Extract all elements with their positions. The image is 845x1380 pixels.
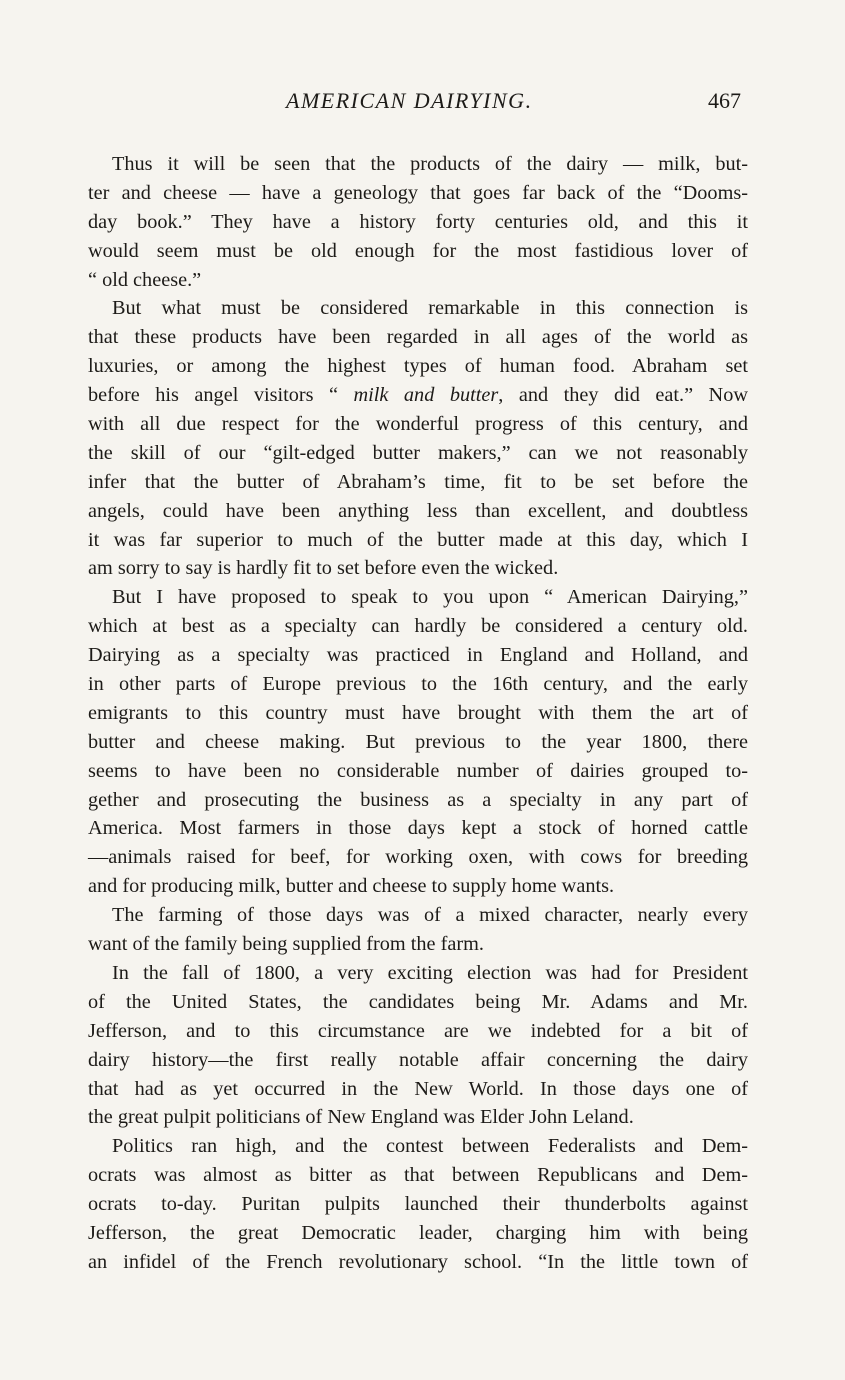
text-line: Dairying as a specialty was practiced in England and Holland, and [88, 644, 748, 667]
text-line: of the United States, the candidates being Mr. Adams and Mr. [88, 990, 748, 1013]
text-line: But I have proposed to speak to you upon “ American Dairying,” [112, 586, 748, 609]
text-line: gether and prosecuting the business as a specialty in any part of [88, 788, 748, 811]
text-line: The farming of those days was of a mixed character, nearly every [112, 904, 748, 927]
emphasized-phrase: milk and butter [353, 384, 499, 407]
text-line: am sorry to say is hardly fit to set before even the wicked. [88, 557, 559, 580]
text-line: Politics ran high, and the contest between Federalists and Dem- [112, 1135, 748, 1158]
text-line: “ old cheese.” [88, 268, 202, 291]
text-line: seems to have been no considerable number of dairies grouped to- [88, 759, 748, 782]
text-line: day book.” They have a history forty centuries old, and this it [88, 210, 748, 233]
text-line: luxuries, or among the highest types of human food. Abraham set [88, 355, 748, 378]
text-line: America. Most farmers in those days kept a stock of horned cattle [88, 817, 748, 840]
text-line: want of the family being supplied from the farm. [88, 933, 484, 956]
text-line: ocrats was almost as bitter as that between Republicans and Dem- [88, 1164, 748, 1187]
text-line: would seem must be old enough for the most fastidious lover of [88, 239, 748, 262]
text-line: Thus it will be seen that the products of the dairy — milk, but- [112, 153, 748, 175]
text-line: But what must be considered remarkable in this connection is [112, 297, 748, 320]
text-line: Jefferson, the great Democratic leader, charging him with being [88, 1221, 748, 1244]
text-line: butter and cheese making. But previous to the year 1800, there [88, 730, 748, 753]
paragraph [88, 959, 748, 1132]
text-line: emigrants to this country must have brought with them the art of [88, 701, 748, 724]
paragraph [88, 583, 748, 901]
body-text [88, 150, 748, 1277]
text-line: and for producing milk, butter and cheese to supply home wants. [88, 875, 615, 898]
text-line: that had as yet occurred in the New World. In those days one of [88, 1077, 748, 1100]
text-line: ocrats to-day. Puritan pulpits launched their thunderbolts against [88, 1193, 748, 1216]
text-line: before his angel visitors “ milk and butter, and they did eat.” Now [88, 384, 748, 407]
text-line: infer that the butter of Abraham’s time, fit to be set before the [88, 470, 748, 493]
text-line: it was far superior to much of the butter made at this day, which I [88, 528, 748, 551]
page-header [0, 88, 845, 122]
running-title: AMERICAN DAIRYING. [286, 88, 533, 113]
text-line: Jefferson, and to this circumstance are we indebted for a bit of [88, 1019, 748, 1042]
text-line: which at best as a specialty can hardly be considered a century old. [88, 615, 748, 638]
paragraph [88, 1132, 748, 1276]
text-line: angels, could have been anything less than excellent, and doubtless [88, 499, 748, 522]
text-line: —animals raised for beef, for working oxen, with cows for breeding [88, 846, 748, 869]
text-line: in other parts of Europe previous to the 16th century, and the early [88, 673, 748, 696]
text-line: with all due respect for the wonderful progress of this century, and [88, 413, 748, 436]
text-line: In the fall of 1800, a very exciting election was had for President [112, 961, 748, 984]
text-line: ter and cheese — have a geneology that goes far back of the “Dooms- [88, 181, 748, 204]
paragraph [88, 294, 748, 583]
paragraph [88, 150, 748, 294]
paragraph [88, 901, 748, 959]
text-line: an infidel of the French revolutionary school. “In the little town of [88, 1250, 748, 1273]
text-line: the great pulpit politicians of New England was Elder John Leland. [88, 1106, 634, 1129]
text-line: that these products have been regarded in all ages of the world as [88, 326, 748, 349]
text-line: the skill of our “gilt-edged butter makers,” can we not reasonably [88, 441, 748, 464]
page-number: 467 [708, 88, 741, 113]
text-line: dairy history—the first really notable affair concerning the dairy [88, 1048, 748, 1071]
